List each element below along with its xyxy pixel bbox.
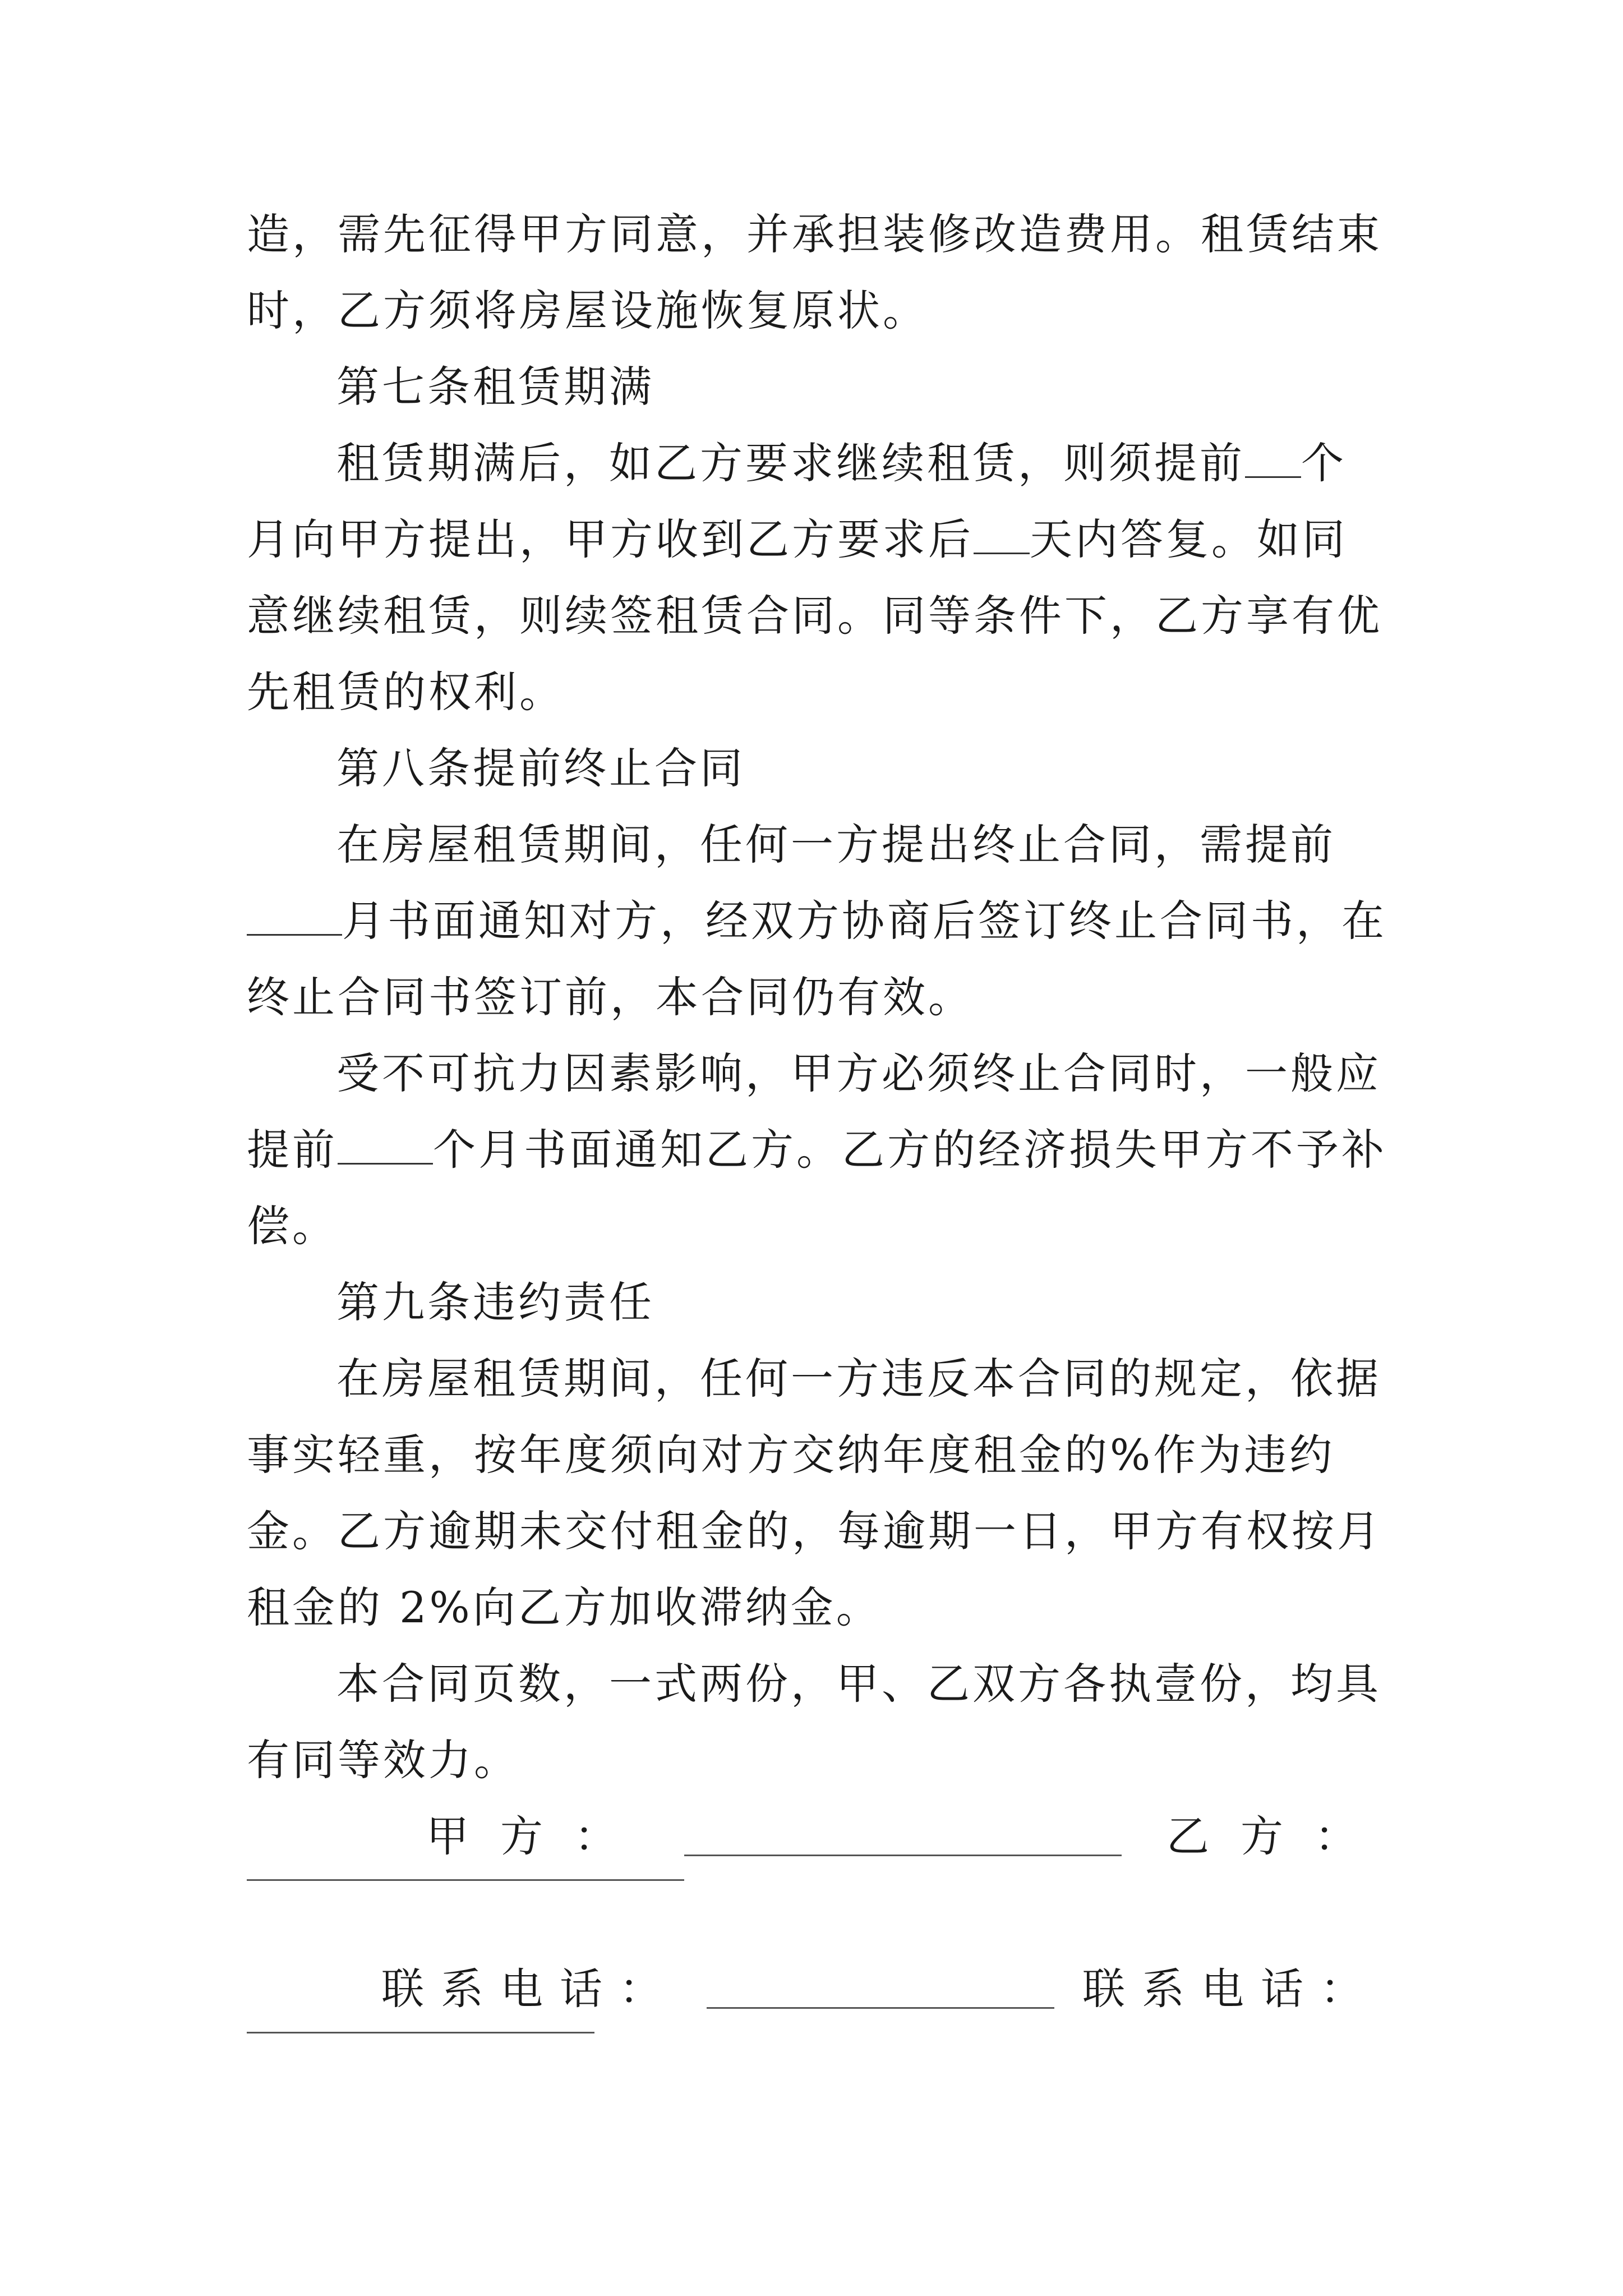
force-majeure-part1: 受不可抗力因素影响，甲方必须终止合同时，一般应提前: [247, 1048, 1381, 1175]
phone-b-label: 联系电话：: [1082, 1964, 1380, 2014]
force-majeure-text: [247, 1036, 1391, 1264]
blank-line-months: [1245, 471, 1301, 478]
article-7-text: [247, 425, 1391, 730]
article-7-heading: 第七条租赁期满: [336, 362, 654, 412]
article-8-text: [247, 807, 1391, 1036]
article-8-text-part2: 月书面通知对方，经双方协商后签订终止合同书，在终止合同书签订前，本合同仍有效。: [247, 896, 1387, 1022]
blank-line-days: [974, 547, 1030, 554]
party-b-label: 乙方：: [1166, 1811, 1389, 1861]
copies-clause: 本合同页数，一式两份，甲、乙双方各执壹份，均具有同等效力。: [247, 1659, 1381, 1785]
blank-line-fm-months: [338, 1157, 433, 1165]
party-a-label: 甲方：: [426, 1811, 648, 1861]
article-7-text-part2: 个月向甲方提出，甲方收到乙方要求后: [247, 438, 1347, 564]
article-8-heading: 第八条提前终止合同: [336, 743, 745, 793]
article-9-heading: 第九条违约责任: [336, 1277, 654, 1327]
party-a-signature-line: [684, 1855, 1122, 1856]
party-signature-row: [247, 1798, 1391, 1875]
article-8-text-part1: 在房屋租赁期间，任何一方提出终止合同，需提前: [336, 820, 1336, 869]
phone-b-line: [247, 2032, 594, 2033]
phone-a-line: [707, 2007, 1054, 2009]
phone-row: [247, 1951, 1391, 2027]
paragraph-renovation-cont: 造，需先征得甲方同意，并承担装修改造费用。租赁结束时，乙方须将房屋设施恢复原状。: [247, 209, 1382, 335]
article-9-text: 在房屋租赁期间，任何一方违反本合同的规定，依据事实轻重，按年度须向对方交纳年度租金的%作为违约金。乙方逾期未交付租金的，每逾期一日，甲方有权按月租金的 2%向乙方加收滞纳金。: [247, 1354, 1382, 1632]
party-b-signature-line: [247, 1879, 684, 1881]
phone-a-label: 联系电话：: [381, 1964, 679, 2014]
contract-body: [247, 196, 1391, 2104]
phone-b-line-row: [247, 2027, 1391, 2104]
blank-line-notice: [247, 928, 342, 936]
article-7-text-part3: 天内答复。如同意继续租赁，则续签租赁合同。同等条件下，乙方享有优先租赁的权利。: [247, 514, 1382, 717]
party-b-line-row: [247, 1875, 1391, 1951]
article-7-text-part1: 租赁期满后，如乙方要求继续租赁，则须提前: [336, 438, 1245, 488]
force-majeure-part2: 个月书面通知乙方。乙方的经济损失甲方不予补偿。: [247, 1125, 1387, 1251]
